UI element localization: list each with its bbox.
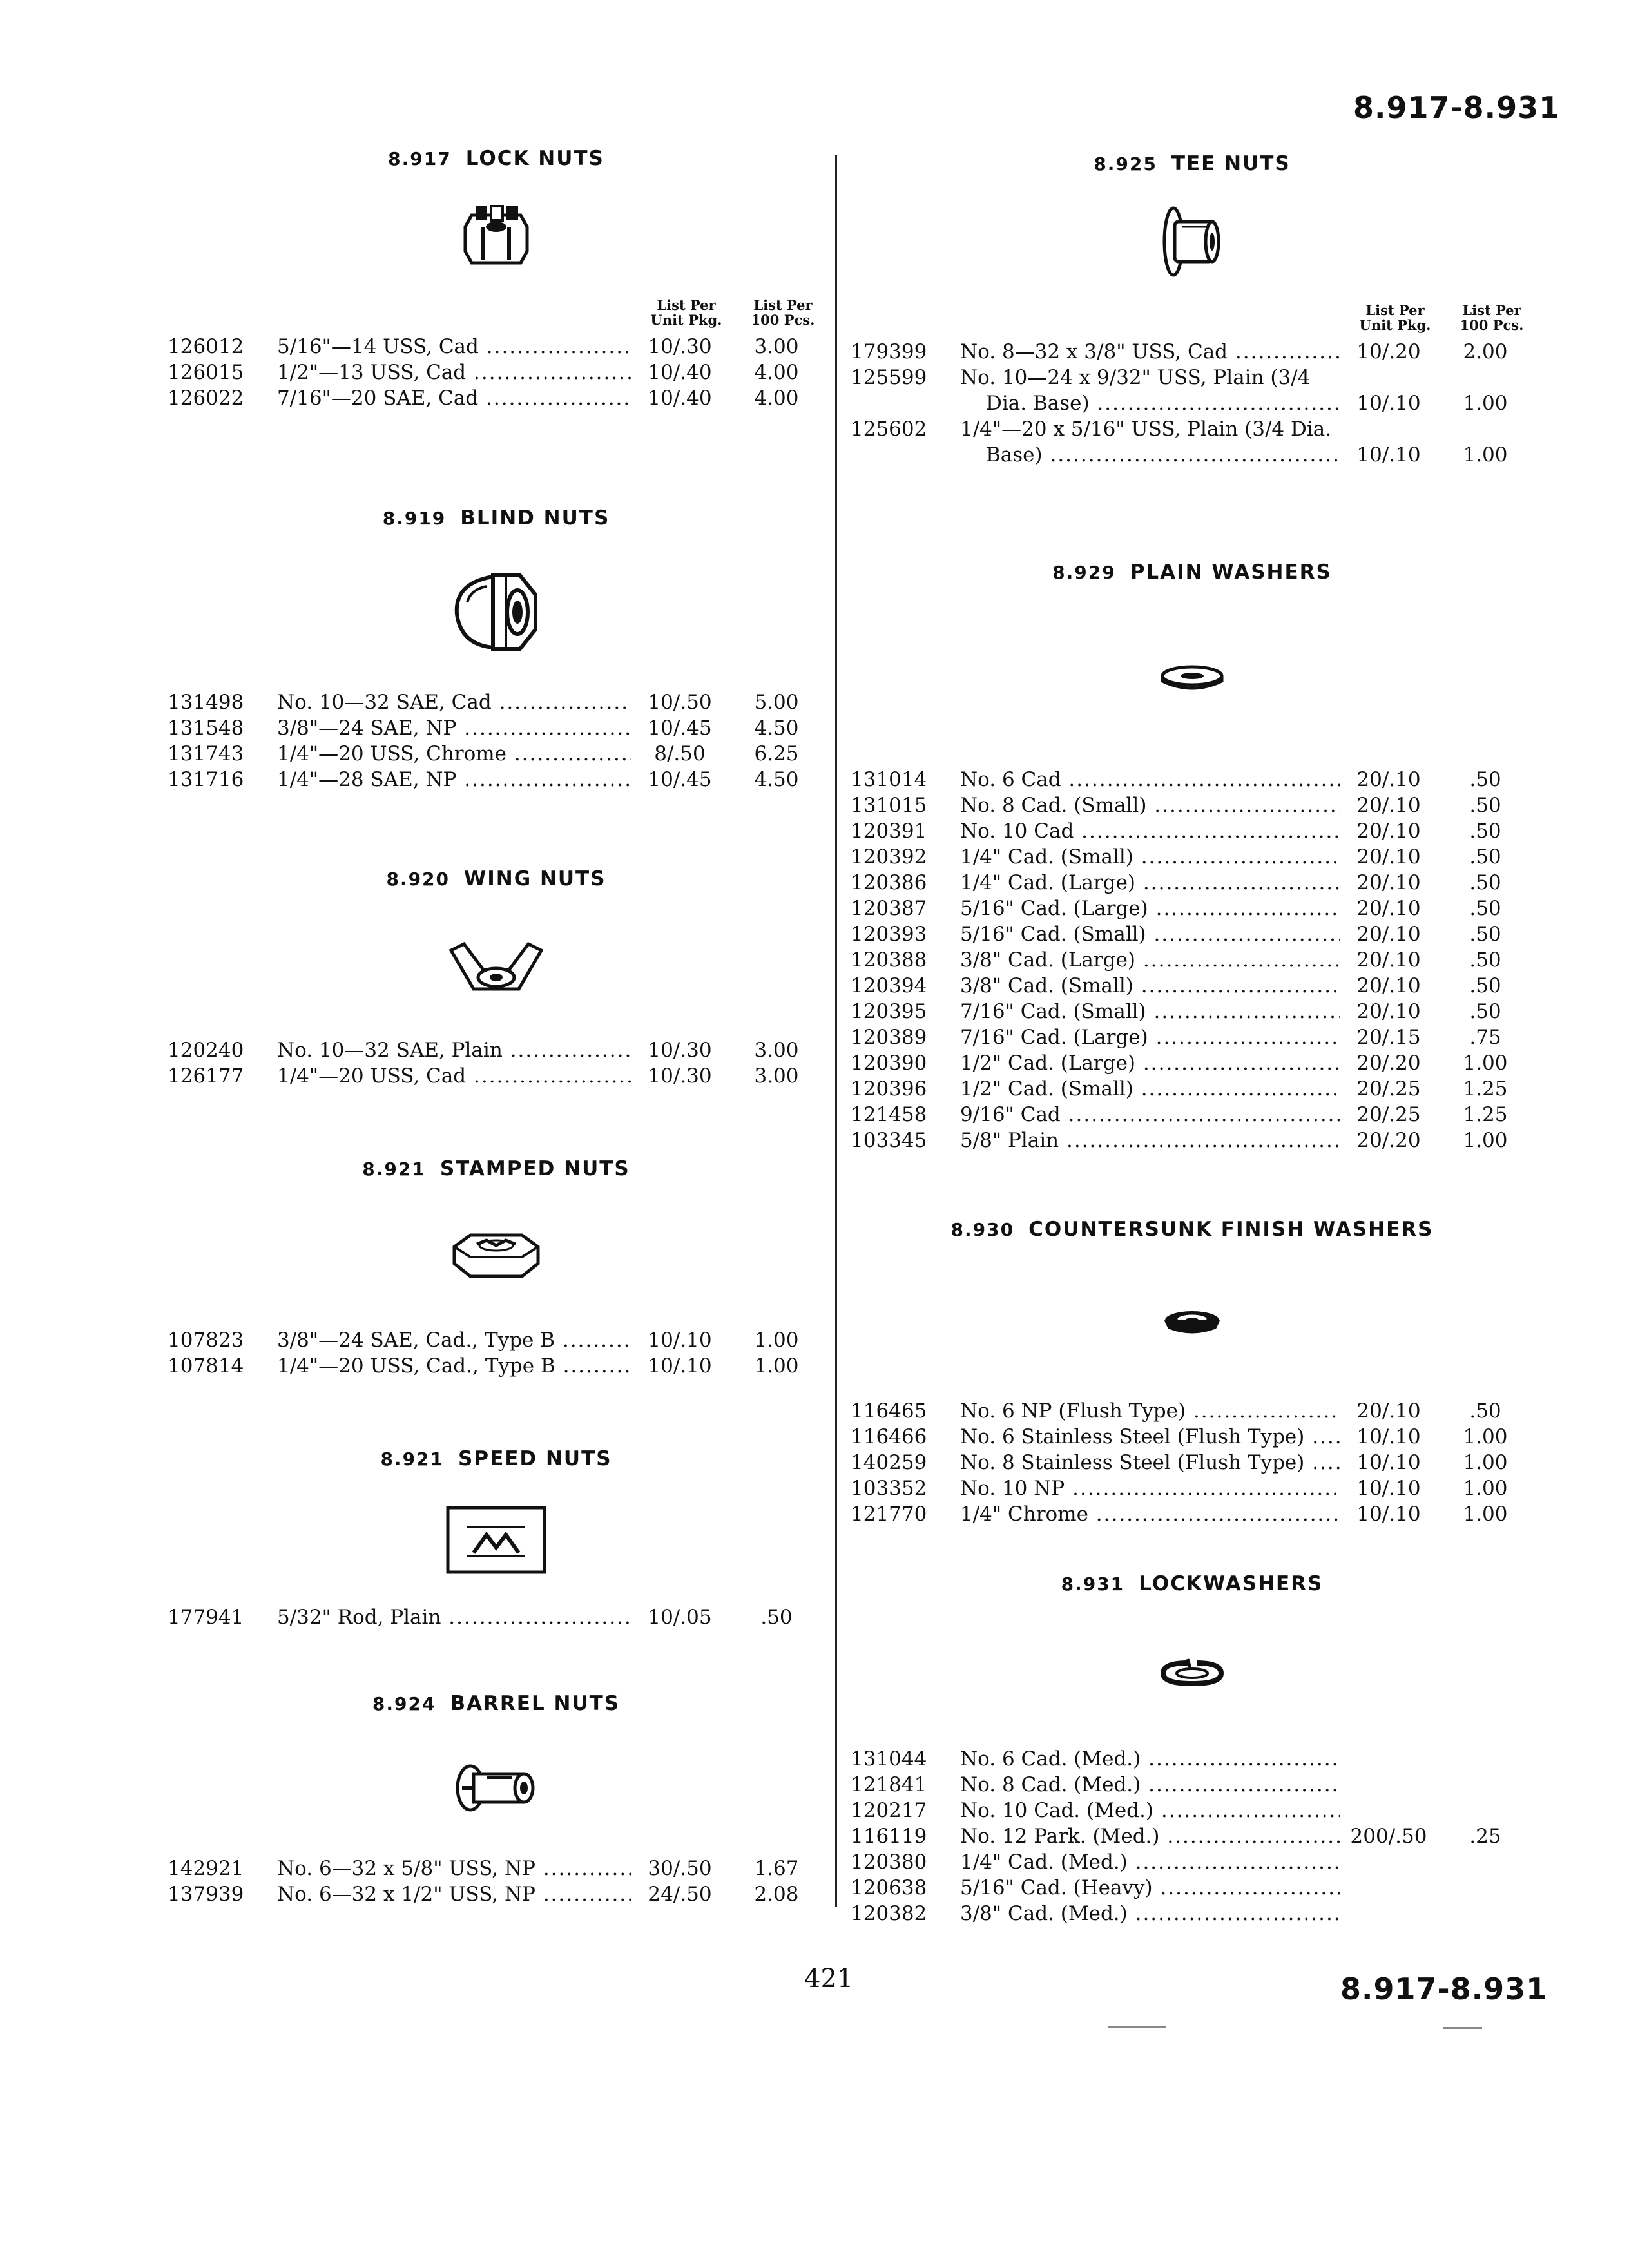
unit-price: 10/.10: [1356, 392, 1421, 415]
item-description: 7/16"—20 SAE, Cad .....: [277, 385, 631, 411]
section-number: 8.921: [362, 1158, 426, 1180]
item-description: 5/16" Cad. (Small) .....: [960, 921, 1340, 947]
unit-price: 20/.10: [1356, 974, 1421, 997]
table-row: [851, 1772, 1534, 1798]
unit-price: 10/.10: [1356, 1477, 1421, 1500]
item-description: No. 6 Cad .....: [960, 767, 1340, 793]
section-blind-nuts: [168, 506, 825, 793]
unit-price: 20/.10: [1356, 1000, 1421, 1023]
tee-nut-icon: [851, 180, 1534, 303]
item-code: 126012: [168, 335, 244, 358]
unit-price: 10/.40: [648, 361, 712, 384]
item-description: 5/16"—14 USS, Cad .....: [277, 334, 631, 360]
item-code: 120395: [851, 1000, 927, 1023]
item-code: 137939: [168, 1883, 244, 1906]
price-per-100: .25: [1469, 1825, 1501, 1848]
price-per-100: 3.00: [754, 1064, 799, 1088]
section-number: 8.920: [386, 869, 450, 890]
table-row: [851, 1024, 1534, 1050]
price-per-100: 1.00: [754, 1329, 799, 1352]
item-table: [168, 1037, 825, 1089]
item-description: 3/8" Cad. (Large) .....: [960, 947, 1340, 973]
section-title: [168, 506, 825, 535]
unit-price: 10/.10: [1356, 1503, 1421, 1526]
section-title: [168, 1692, 825, 1720]
price-per-100: 4.50: [754, 768, 799, 791]
price-per-100: .50: [1469, 897, 1501, 920]
price-per-100: 1.00: [1463, 1503, 1508, 1526]
price-per-100: 6.25: [754, 742, 799, 765]
item-description: 3/8" Cad. (Med.) .....: [960, 1901, 1340, 1927]
column-headers: [168, 298, 825, 334]
scan-mark: [1108, 2026, 1166, 2028]
price-per-100: 4.00: [754, 387, 799, 410]
table-row: [168, 1037, 825, 1063]
section-title: [168, 867, 825, 896]
unit-price: 20/.10: [1356, 871, 1421, 894]
item-code: 107814: [168, 1354, 244, 1378]
section-number: 8.917: [388, 148, 452, 169]
section-name: COUNTERSUNK FINISH WASHERS: [1028, 1218, 1434, 1241]
wing-nut-icon: [168, 896, 825, 1037]
unit-price: 20/.25: [1356, 1103, 1421, 1126]
item-code: 120240: [168, 1039, 244, 1062]
item-description: 3/8"—24 SAE, Cad., Type B .....: [277, 1327, 631, 1353]
section-name: BARREL NUTS: [450, 1692, 621, 1715]
price-per-100: 1.25: [1463, 1077, 1508, 1100]
item-code: 125599: [851, 366, 927, 389]
price-per-100: .50: [1469, 845, 1501, 869]
section-title: [168, 147, 825, 175]
flat-washer-icon: [851, 589, 1534, 767]
item-code: 121770: [851, 1503, 927, 1526]
unit-price: 10/.40: [648, 387, 712, 410]
unit-price: 10/.30: [648, 1064, 712, 1088]
table-row: [168, 1881, 825, 1907]
table-row: [851, 1746, 1534, 1772]
item-description: No. 10—32 SAE, Plain .....: [277, 1037, 631, 1063]
unit-price: 10/.30: [648, 1039, 712, 1062]
item-code: 116465: [851, 1399, 927, 1423]
item-description: 1/4"—20 x 5/16" USS, Plain (3/4 Dia.: [960, 418, 1332, 441]
price-per-100: .50: [1469, 948, 1501, 972]
item-code: 120390: [851, 1052, 927, 1075]
item-table: [168, 1604, 825, 1630]
item-description: 7/16" Cad. (Large) .....: [960, 1024, 1340, 1050]
page-range-bottom: 8.917-8.931: [1340, 1972, 1548, 2006]
item-description: 5/32" Rod, Plain .....: [277, 1604, 631, 1630]
item-table: [851, 1398, 1534, 1527]
table-row: [851, 767, 1534, 793]
section-number: 8.929: [1052, 562, 1116, 583]
item-code: 131716: [168, 768, 244, 791]
item-table: [168, 1327, 825, 1379]
item-description: No. 10 NP .....: [960, 1475, 1340, 1501]
table-row: [168, 741, 825, 767]
column-headers: [851, 303, 1534, 339]
scan-mark: [1443, 2027, 1482, 2029]
section-name: PLAIN WASHERS: [1130, 561, 1332, 584]
table-row: [168, 1604, 825, 1630]
section-barrel-nuts: [168, 1692, 825, 1907]
section-name: STAMPED NUTS: [439, 1157, 630, 1180]
unit-price: 20/.25: [1356, 1077, 1421, 1100]
item-table: [851, 339, 1534, 468]
item-code: 177941: [168, 1606, 244, 1629]
unit-price: 200/.50: [1350, 1825, 1427, 1848]
item-description: 9/16" Cad .....: [960, 1102, 1340, 1128]
table-row: [851, 844, 1534, 870]
item-description: 5/16" Cad. (Large) .....: [960, 896, 1340, 921]
item-code: 131044: [851, 1747, 927, 1771]
item-code: 116466: [851, 1425, 927, 1448]
item-code: 120380: [851, 1850, 927, 1874]
item-code: 107823: [168, 1329, 244, 1352]
unit-price: 10/.10: [1356, 1425, 1421, 1448]
item-description: No. 6 Cad. (Med.) .....: [960, 1746, 1340, 1772]
price-per-100: .50: [1469, 871, 1501, 894]
unit-price: 20/.10: [1356, 845, 1421, 869]
speed-nut-icon: [168, 1475, 825, 1604]
table-row: [851, 1076, 1534, 1102]
item-code: 120217: [851, 1799, 927, 1822]
section-countersunk-washers: [851, 1218, 1534, 1527]
item-code: 103345: [851, 1129, 927, 1152]
section-title: [168, 1157, 825, 1186]
unit-price: 24/.50: [648, 1883, 712, 1906]
table-row: [851, 921, 1534, 947]
item-code: 126177: [168, 1064, 244, 1088]
item-table: [168, 689, 825, 793]
price-per-100: 4.50: [754, 716, 799, 740]
table-row: [851, 339, 1534, 365]
header-unit-pkg: List Per Unit Pkg.: [1359, 302, 1431, 333]
item-description: Dia. Base) .....: [960, 390, 1340, 416]
header-per-100: List Per 100 Pcs.: [1460, 302, 1524, 333]
item-code: 131015: [851, 794, 927, 817]
section-stamped-nuts: [168, 1157, 825, 1379]
section-name: TEE NUTS: [1171, 152, 1291, 175]
item-code: 120389: [851, 1026, 927, 1049]
price-per-100: 3.00: [754, 335, 799, 358]
page-number: 421: [804, 1964, 854, 1994]
unit-price: 10/.45: [648, 768, 712, 791]
item-code: 142921: [168, 1857, 244, 1880]
item-code: 126015: [168, 361, 244, 384]
item-description: No. 10 Cad .....: [960, 818, 1340, 844]
item-description: No. 12 Park. (Med.) .....: [960, 1823, 1340, 1849]
table-row: [851, 973, 1534, 999]
item-description: No. 8—32 x 3/8" USS, Cad .....: [960, 339, 1340, 365]
item-description: No. 6—32 x 5/8" USS, NP .....: [277, 1856, 631, 1881]
item-description: 3/8" Cad. (Small) .....: [960, 973, 1340, 999]
section-title: [168, 1447, 825, 1475]
section-title: [851, 561, 1534, 589]
item-description: 1/4" Cad. (Med.) .....: [960, 1849, 1340, 1875]
unit-price: 20/.10: [1356, 794, 1421, 817]
item-code: 126022: [168, 387, 244, 410]
price-per-100: .50: [1469, 1399, 1501, 1423]
item-code: 131548: [168, 716, 244, 740]
item-code: 125602: [851, 418, 927, 441]
table-row: [851, 416, 1534, 442]
item-code: 140259: [851, 1451, 927, 1474]
section-number: 8.921: [380, 1448, 445, 1470]
item-code: 179399: [851, 340, 927, 363]
section-name: LOCK NUTS: [465, 147, 604, 170]
section-lockwashers: [851, 1572, 1534, 1927]
item-description: No. 10—24 x 9/32" USS, Plain (3/4: [960, 366, 1311, 389]
castle-nut-icon: [168, 175, 825, 298]
table-row: [851, 818, 1534, 844]
section-name: BLIND NUTS: [460, 506, 610, 530]
item-code: 120386: [851, 871, 927, 894]
item-description: 1/4"—28 SAE, NP .....: [277, 767, 631, 793]
unit-price: 20/.10: [1356, 948, 1421, 972]
table-row: [168, 1327, 825, 1353]
item-description: 1/4" Chrome .....: [960, 1501, 1340, 1527]
item-table: [851, 1746, 1534, 1927]
item-code: 121841: [851, 1773, 927, 1796]
section-title: [851, 1218, 1534, 1246]
table-row: [851, 1450, 1534, 1475]
table-row: [851, 1901, 1534, 1927]
barrel-nut-icon: [168, 1720, 825, 1856]
item-code: 120387: [851, 897, 927, 920]
table-row: [168, 715, 825, 741]
item-description: 1/2" Cad. (Small) .....: [960, 1076, 1340, 1102]
section-name: LOCKWASHERS: [1139, 1572, 1324, 1595]
price-per-100: 3.00: [754, 1039, 799, 1062]
item-description: No. 6—32 x 1/2" USS, NP .....: [277, 1881, 631, 1907]
page-range-top: 8.917-8.931: [1353, 90, 1561, 125]
table-row: [851, 1398, 1534, 1424]
table-row: [168, 1856, 825, 1881]
header-per-100: List Per 100 Pcs.: [751, 297, 815, 328]
table-row: [851, 1501, 1534, 1527]
unit-price: 10/.10: [648, 1329, 712, 1352]
price-per-100: 1.00: [1463, 443, 1508, 466]
table-row: [851, 793, 1534, 818]
item-code: 116119: [851, 1825, 927, 1848]
table-row: [168, 1063, 825, 1089]
unit-price: 20/.10: [1356, 897, 1421, 920]
price-per-100: 1.00: [1463, 1477, 1508, 1500]
item-code: 120382: [851, 1902, 927, 1925]
price-per-100: 2.08: [754, 1883, 799, 1906]
section-tee-nuts: [851, 152, 1534, 468]
table-row: [851, 1128, 1534, 1153]
table-row: [168, 689, 825, 715]
unit-price: 8/.50: [654, 742, 706, 765]
price-per-100: .75: [1469, 1026, 1501, 1049]
table-row: [168, 385, 825, 411]
price-per-100: .50: [760, 1606, 793, 1629]
section-number: 8.919: [382, 508, 447, 529]
section-speed-nuts: [168, 1447, 825, 1630]
item-description: No. 8 Cad. (Med.) .....: [960, 1772, 1340, 1798]
table-row: [851, 1475, 1534, 1501]
item-description: No. 8 Cad. (Small) .....: [960, 793, 1340, 818]
unit-price: 10/.10: [1356, 443, 1421, 466]
unit-price: 10/.10: [648, 1354, 712, 1378]
table-row: [168, 334, 825, 360]
section-number: 8.925: [1094, 153, 1157, 175]
item-description: No. 10 Cad. (Med.) .....: [960, 1798, 1340, 1823]
stamped-nut-icon: [168, 1186, 825, 1327]
item-description: No. 6 Stainless Steel (Flush Type) .....: [960, 1424, 1340, 1450]
item-code: 120393: [851, 923, 927, 946]
item-code: 103352: [851, 1477, 927, 1500]
item-description: 1/4" Cad. (Large) .....: [960, 870, 1340, 896]
item-description: 1/2" Cad. (Large) .....: [960, 1050, 1340, 1076]
unit-price: 20/.10: [1356, 820, 1421, 843]
item-description: 5/16" Cad. (Heavy) .....: [960, 1875, 1340, 1901]
item-code: 120396: [851, 1077, 927, 1100]
section-name: SPEED NUTS: [458, 1447, 612, 1470]
table-row: [851, 1102, 1534, 1128]
item-description: 1/4"—20 USS, Chrome .....: [277, 741, 631, 767]
table-row: [851, 870, 1534, 896]
unit-price: 20/.10: [1356, 768, 1421, 791]
unit-price: 10/.10: [1356, 1451, 1421, 1474]
table-row: [851, 442, 1534, 468]
unit-price: 20/.20: [1356, 1052, 1421, 1075]
table-row: [168, 1353, 825, 1379]
price-per-100: .50: [1469, 1000, 1501, 1023]
table-row: [851, 1849, 1534, 1875]
item-table: [168, 334, 825, 411]
item-description: No. 8 Stainless Steel (Flush Type) .....: [960, 1450, 1340, 1475]
table-row: [168, 360, 825, 385]
table-row: [851, 947, 1534, 973]
price-per-100: 1.00: [1463, 392, 1508, 415]
split-lockwasher-icon: [851, 1600, 1534, 1746]
column-divider: [835, 155, 837, 1907]
item-description: No. 6 NP (Flush Type) .....: [960, 1398, 1340, 1424]
item-description: 1/4" Cad. (Small) .....: [960, 844, 1340, 870]
item-code: 131498: [168, 691, 244, 714]
section-name: WING NUTS: [464, 867, 606, 890]
table-row: [851, 365, 1534, 390]
unit-price: 10/.05: [648, 1606, 712, 1629]
item-description: 1/4"—20 USS, Cad., Type B .....: [277, 1353, 631, 1379]
item-description: 3/8"—24 SAE, NP .....: [277, 715, 631, 741]
table-row: [851, 1875, 1534, 1901]
unit-price: 20/.20: [1356, 1129, 1421, 1152]
price-per-100: .50: [1469, 768, 1501, 791]
item-code: 131743: [168, 742, 244, 765]
price-per-100: 1.25: [1463, 1103, 1508, 1126]
price-per-100: 1.00: [1463, 1052, 1508, 1075]
price-per-100: .50: [1469, 923, 1501, 946]
price-per-100: 5.00: [754, 691, 799, 714]
price-per-100: .50: [1469, 794, 1501, 817]
price-per-100: .50: [1469, 820, 1501, 843]
item-table: [851, 767, 1534, 1153]
table-row: [851, 1823, 1534, 1849]
item-code: 131014: [851, 768, 927, 791]
item-code: 120388: [851, 948, 927, 972]
unit-price: 10/.50: [648, 691, 712, 714]
price-per-100: 1.00: [1463, 1425, 1508, 1448]
section-plain-washers: [851, 561, 1534, 1153]
price-per-100: 2.00: [1463, 340, 1508, 363]
item-code: 121458: [851, 1103, 927, 1126]
price-per-100: .50: [1469, 974, 1501, 997]
table-row: [851, 896, 1534, 921]
item-description: 1/4"—20 USS, Cad .....: [277, 1063, 631, 1089]
section-title: [851, 1572, 1534, 1600]
item-table: [168, 1856, 825, 1907]
item-description: Base) .....: [960, 442, 1340, 468]
section-number: 8.930: [950, 1219, 1015, 1240]
item-code: 120391: [851, 820, 927, 843]
header-unit-pkg: List Per Unit Pkg.: [650, 297, 722, 328]
section-number: 8.931: [1061, 1573, 1125, 1595]
table-row: [851, 1050, 1534, 1076]
price-per-100: 1.00: [1463, 1451, 1508, 1474]
item-code: 120394: [851, 974, 927, 997]
price-per-100: 1.67: [754, 1857, 799, 1880]
table-row: [851, 1424, 1534, 1450]
item-code: 120638: [851, 1876, 927, 1899]
price-per-100: 1.00: [1463, 1129, 1508, 1152]
unit-price: 10/.45: [648, 716, 712, 740]
table-row: [851, 999, 1534, 1024]
item-description: No. 10—32 SAE, Cad .....: [277, 689, 631, 715]
unit-price: 20/.10: [1356, 1399, 1421, 1423]
countersunk-washer-icon: [851, 1246, 1534, 1398]
section-lock-nuts: [168, 147, 825, 411]
price-per-100: 1.00: [754, 1354, 799, 1378]
item-description: 7/16" Cad. (Small) .....: [960, 999, 1340, 1024]
unit-price: 30/.50: [648, 1857, 712, 1880]
table-row: [851, 390, 1534, 416]
section-number: 8.924: [372, 1693, 436, 1715]
item-description: 1/2"—13 USS, Cad .....: [277, 360, 631, 385]
unit-price: 20/.15: [1356, 1026, 1421, 1049]
section-title: [851, 152, 1534, 180]
item-code: 120392: [851, 845, 927, 869]
unit-price: 20/.10: [1356, 923, 1421, 946]
acorn-nut-icon: [168, 535, 825, 689]
table-row: [851, 1798, 1534, 1823]
unit-price: 10/.20: [1356, 340, 1421, 363]
unit-price: 10/.30: [648, 335, 712, 358]
item-description: 5/8" Plain .....: [960, 1128, 1340, 1153]
table-row: [168, 767, 825, 793]
price-per-100: 4.00: [754, 361, 799, 384]
section-wing-nuts: [168, 867, 825, 1089]
